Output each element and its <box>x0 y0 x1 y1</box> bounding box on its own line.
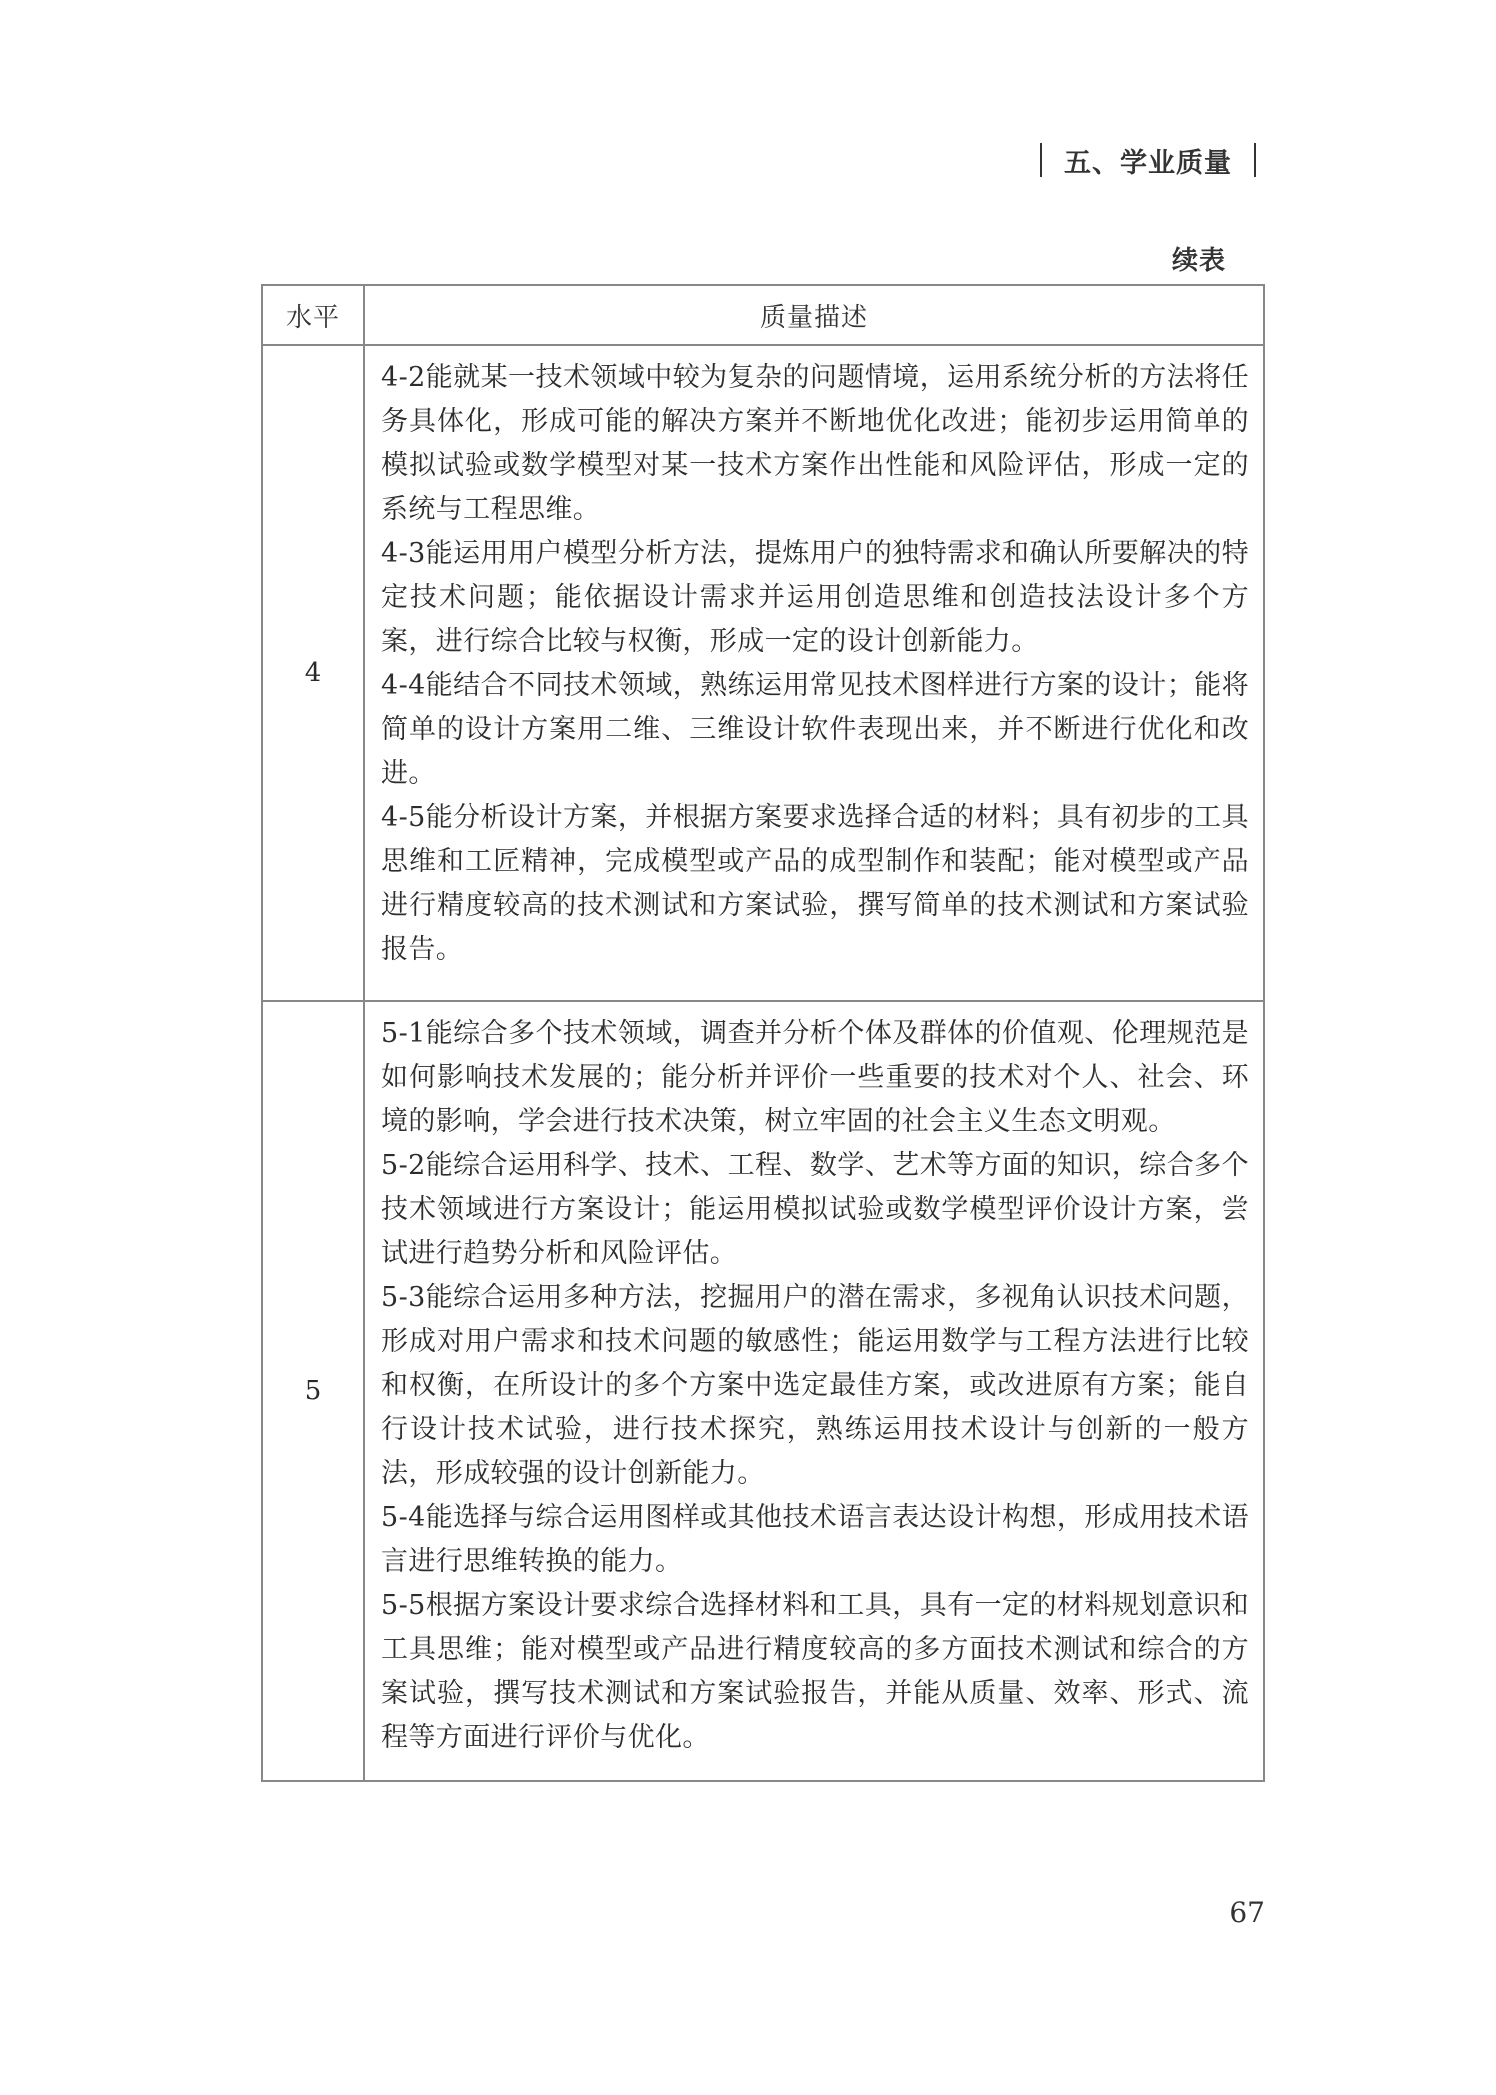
table-row <box>262 345 1264 1001</box>
quality-item: 5-5根据方案设计要求综合选择材料和工具，具有一定的材料规划意识和工具思维；能对模型或产品进行精度较高的多方面技术测试和综合的方案试验，撰写技术测试和方案试验报告，并能从质量、效率、形式、流程等方面进行评价与优化。 <box>381 1590 1249 1753</box>
quality-item: 4-2能就某一技术领域中较为复杂的问题情境，运用系统分析的方法将任务具体化，形成可能的解决方案并不断地优化改进；能初步运用简单的模拟试验或数学模型对某一技术方案作出性能和风险评估，形成一定的系统与工程思维。 <box>381 362 1249 525</box>
description-cell <box>364 1001 1264 1781</box>
description-cell <box>364 345 1264 1001</box>
level-cell: 5 <box>262 1001 364 1781</box>
quality-item: 4-3能运用用户模型分析方法，提炼用户的独特需求和确认所要解决的特定技术问题；能依据设计需求并运用创造思维和创造技法设计多个方案，进行综合比较与权衡，形成一定的设计创新能力。 <box>381 538 1249 657</box>
header-right-rule <box>1254 143 1256 177</box>
quality-table <box>261 284 1265 1782</box>
page-number: 67 <box>1229 1896 1265 1929</box>
quality-item: 5-2能综合运用科学、技术、工程、数学、艺术等方面的知识，综合多个技术领域进行方案设计；能运用模拟试验或数学模型评价设计方案，尝试进行趋势分析和风险评估。 <box>381 1150 1249 1269</box>
section-title: 五、学业质量 <box>1064 147 1232 179</box>
continuation-label: 续表 <box>1171 246 1226 276</box>
level-cell: 4 <box>262 345 364 1001</box>
quality-item: 5-4能选择与综合运用图样或其他技术语言表达设计构想，形成用技术语言进行思维转换的能力。 <box>381 1502 1249 1577</box>
quality-item: 5-3能综合运用多种方法，挖掘用户的潜在需求，多视角认识技术问题，形成对用户需求和技术问题的敏感性；能运用数学与工程方法进行比较和权衡，在所设计的多个方案中选定最佳方案，或改进原有方案；能自行设计技术试验，进行技术探究，熟练运用技术设计与创新的一般方法，形成较强的设计创新能力。 <box>381 1282 1249 1489</box>
table-header-row <box>262 285 1264 345</box>
running-header <box>1040 140 1256 180</box>
table-row <box>262 1001 1264 1781</box>
quality-item: 5-1能综合多个技术领域，调查并分析个体及群体的价值观、伦理规范是如何影响技术发展的；能分析并评价一些重要的技术对个人、社会、环境的影响，学会进行技术决策，树立牢固的社会主义生态文明观。 <box>381 1018 1249 1137</box>
column-header-description: 质量描述 <box>364 285 1264 345</box>
quality-item: 4-4能结合不同技术领域，熟练运用常见技术图样进行方案的设计；能将简单的设计方案用二维、三维设计软件表现出来，并不断进行优化和改进。 <box>381 670 1249 789</box>
quality-item: 4-5能分析设计方案，并根据方案要求选择合适的材料；具有初步的工具思维和工匠精神，完成模型或产品的成型制作和装配；能对模型或产品进行精度较高的技术测试和方案试验，撰写简单的技术测试和方案试验报告。 <box>381 802 1249 965</box>
column-header-level: 水平 <box>262 285 364 345</box>
